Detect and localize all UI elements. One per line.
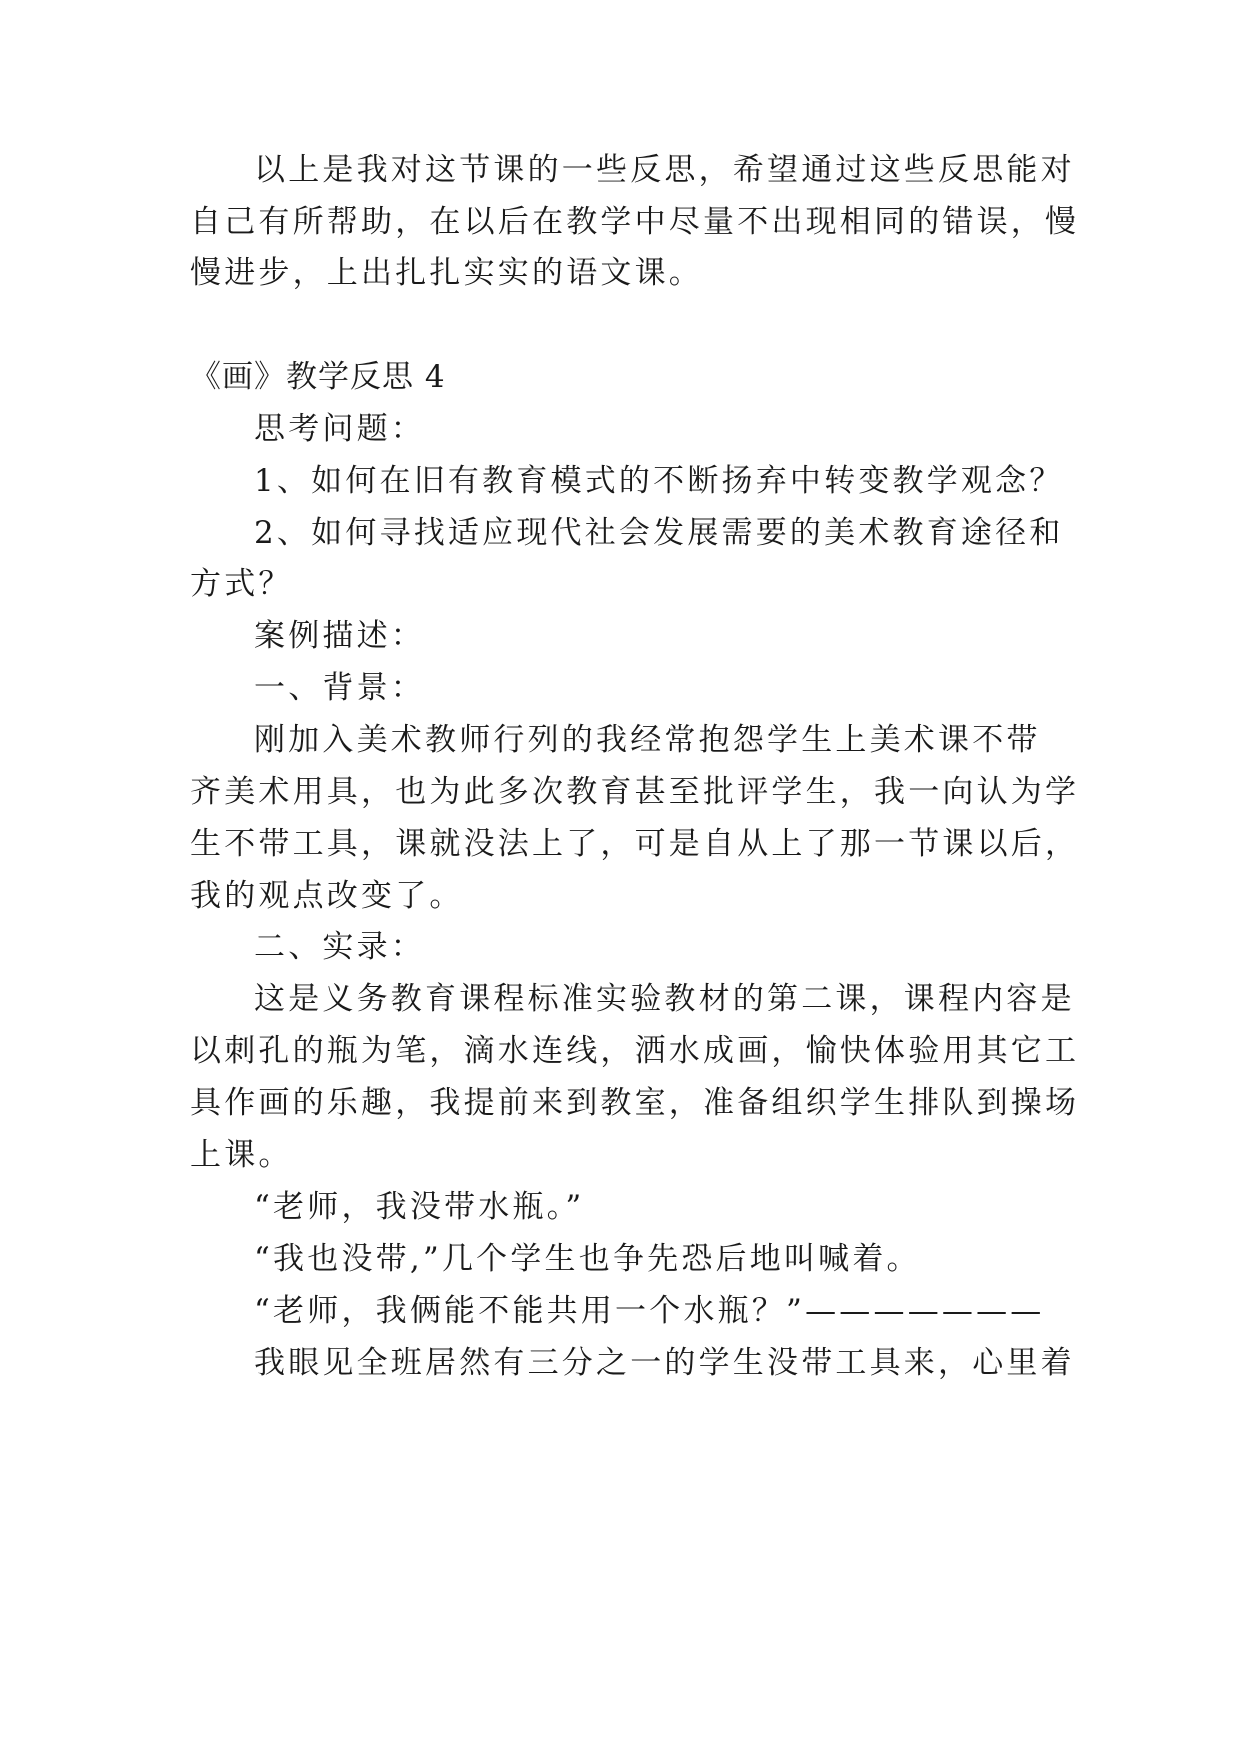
section-heading: 《画》教学反思 4 — [190, 359, 446, 395]
paragraph-line: 生不带工具，课就没法上了，可是自从上了那一节课以后， — [190, 826, 1080, 862]
dialogue-line: “老师，我俩能不能共用一个水瓶？”——————— — [254, 1293, 1045, 1329]
paragraph-line: 方式？ — [190, 566, 293, 602]
subheading: 思考问题： — [254, 411, 425, 447]
paragraph-line: 我眼见全班居然有三分之一的学生没带工具来，心里着 — [254, 1345, 1075, 1381]
paragraph-line: 慢进步，上出扎扎实实的语文课。 — [190, 255, 703, 291]
subheading: 案例描述： — [254, 618, 425, 654]
question-item: 1、如何在旧有教育模式的不断扬弃中转变教学观念？ — [254, 463, 1064, 499]
paragraph-line: 以上是我对这节课的一些反思，希望通过这些反思能对 — [254, 152, 1075, 188]
paragraph-line: 具作画的乐趣，我提前来到教室，准备组织学生排队到操场 — [190, 1085, 1080, 1121]
paragraph-line: 自己有所帮助，在以后在教学中尽量不出现相同的错误，慢 — [190, 204, 1080, 240]
paragraph-line: 上课。 — [190, 1137, 293, 1173]
subheading: 二、实录： — [254, 929, 425, 965]
question-item: 2、如何寻找适应现代社会发展需要的美术教育途径和 — [254, 515, 1064, 551]
dialogue-line: “我也没带,”几个学生也争先恐后地叫喊着。 — [254, 1241, 921, 1277]
paragraph-line: 刚加入美术教师行列的我经常抱怨学生上美术课不带 — [254, 722, 1041, 758]
paragraph-line: 我的观点改变了。 — [190, 878, 464, 914]
paragraph-line: 这是义务教育课程标准实验教材的第二课，课程内容是 — [254, 981, 1075, 1017]
paragraph-line: 齐美术用具，也为此多次教育甚至批评学生，我一向认为学 — [190, 774, 1080, 810]
subheading: 一、背景： — [254, 670, 425, 706]
dialogue-line: “老师，我没带水瓶。” — [254, 1189, 585, 1225]
paragraph-line: 以刺孔的瓶为笔，滴水连线，洒水成画，愉快体验用其它工 — [190, 1033, 1080, 1069]
